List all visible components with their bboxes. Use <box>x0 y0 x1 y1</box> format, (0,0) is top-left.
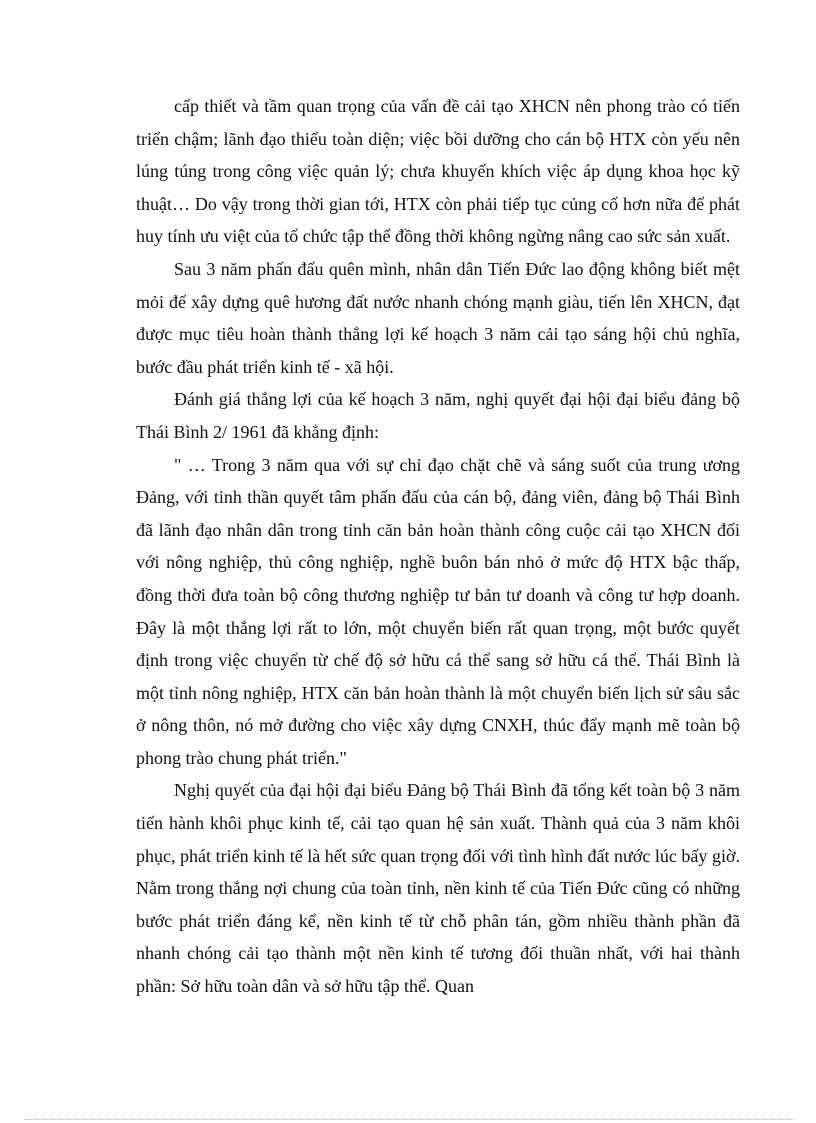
paragraph-1: cấp thiết và tầm quan trọng của vấn đề cải tạo XHCN nên phong trào có tiến triển chậm; lãnh đạo thiếu toàn diện; việc bồi dưỡng cho cán bộ HTX còn yếu nên lúng túng trong công việc quản lý; chưa khuyến khích việc áp dụng khoa học kỹ thuật… Do vậy trong thời gian tới, HTX còn phải tiếp tục củng cố hơn nữa để phát huy tính ưu việt của tổ chức tập thể đồng thời không ngừng nâng cao sức sản xuất. <box>136 96 740 247</box>
paragraph-2: Sau 3 năm phấn đấu quên mình, nhân dân Tiến Đức lao động không biết mệt mỏi để xây dựng quê hương đất nước nhanh chóng mạnh giàu, tiến lên XHCN, đạt được mục tiêu hoàn thành thắng lợi kế hoạch 3 năm cải tạo sáng hội chủ nghĩa, bước đầu phát triển kinh tế - xã hội. <box>136 258 740 377</box>
paragraph-5: Nghị quyết của đại hội đại biểu Đảng bộ Thái Bình đã tổng kết toàn bộ 3 năm tiến hành khôi phục kinh tế, cải tạo quan hệ sản xuất. Thành quả của 3 năm khôi phục, phát triển kinh tế là hết sức quan trọng đối với tình hình đất nước lúc bấy giờ. Nằm trong thắng nợi chung của toàn tỉnh, nền kinh tế của Tiến Đức cũng có những bước phát triển đáng kể, nền kinh tế từ chỗ phân tán, gồm nhiều thành phần đã nhanh chóng cải tạo thành một nền kinh tế tương đối thuần nhất, với hai thành phần: Sở hữu toàn dân và sở hữu tập thể. Quan <box>136 780 740 997</box>
footer-divider <box>24 1119 794 1120</box>
paragraph-4-quote: " … Trong 3 năm qua với sự chỉ đạo chặt chẽ và sáng suốt của trung ương Đảng, với tinh thần quyết tâm phấn đấu của cán bộ, đảng viên, đảng bộ Thái Bình đã lãnh đạo nhân dân trong tỉnh căn bản hoàn thành công cuộc cải tạo XHCN đối với nông nghiệp, thủ công nghiệp, nghề buôn bán nhỏ ở mức độ HTX bậc thấp, đồng thời đưa toàn bộ công thương nghiệp tư bản tư doanh và công tư hợp doanh. Đây là một thắng lợi rất to lớn, một chuyển biến rất quan trọng, một bước quyết định trong việc chuyển từ chế độ sở hữu cá thể sang sở hữu cá thể. Thái Bình là một tỉnh nông nghiệp, HTX căn bản hoàn thành là một chuyển biến lịch sử sâu sắc ở nông thôn, nó mở đường cho việc xây dựng CNXH, thúc đẩy mạnh mẽ toàn bộ phong trào chung phát triển." <box>136 454 740 768</box>
paragraph-3: Đánh giá thắng lợi của kế hoạch 3 năm, nghị quyết đại hội đại biểu đảng bộ Thái Bình 2/ 1961 đã khẳng định: <box>136 389 740 442</box>
page-body <box>136 90 740 1003</box>
